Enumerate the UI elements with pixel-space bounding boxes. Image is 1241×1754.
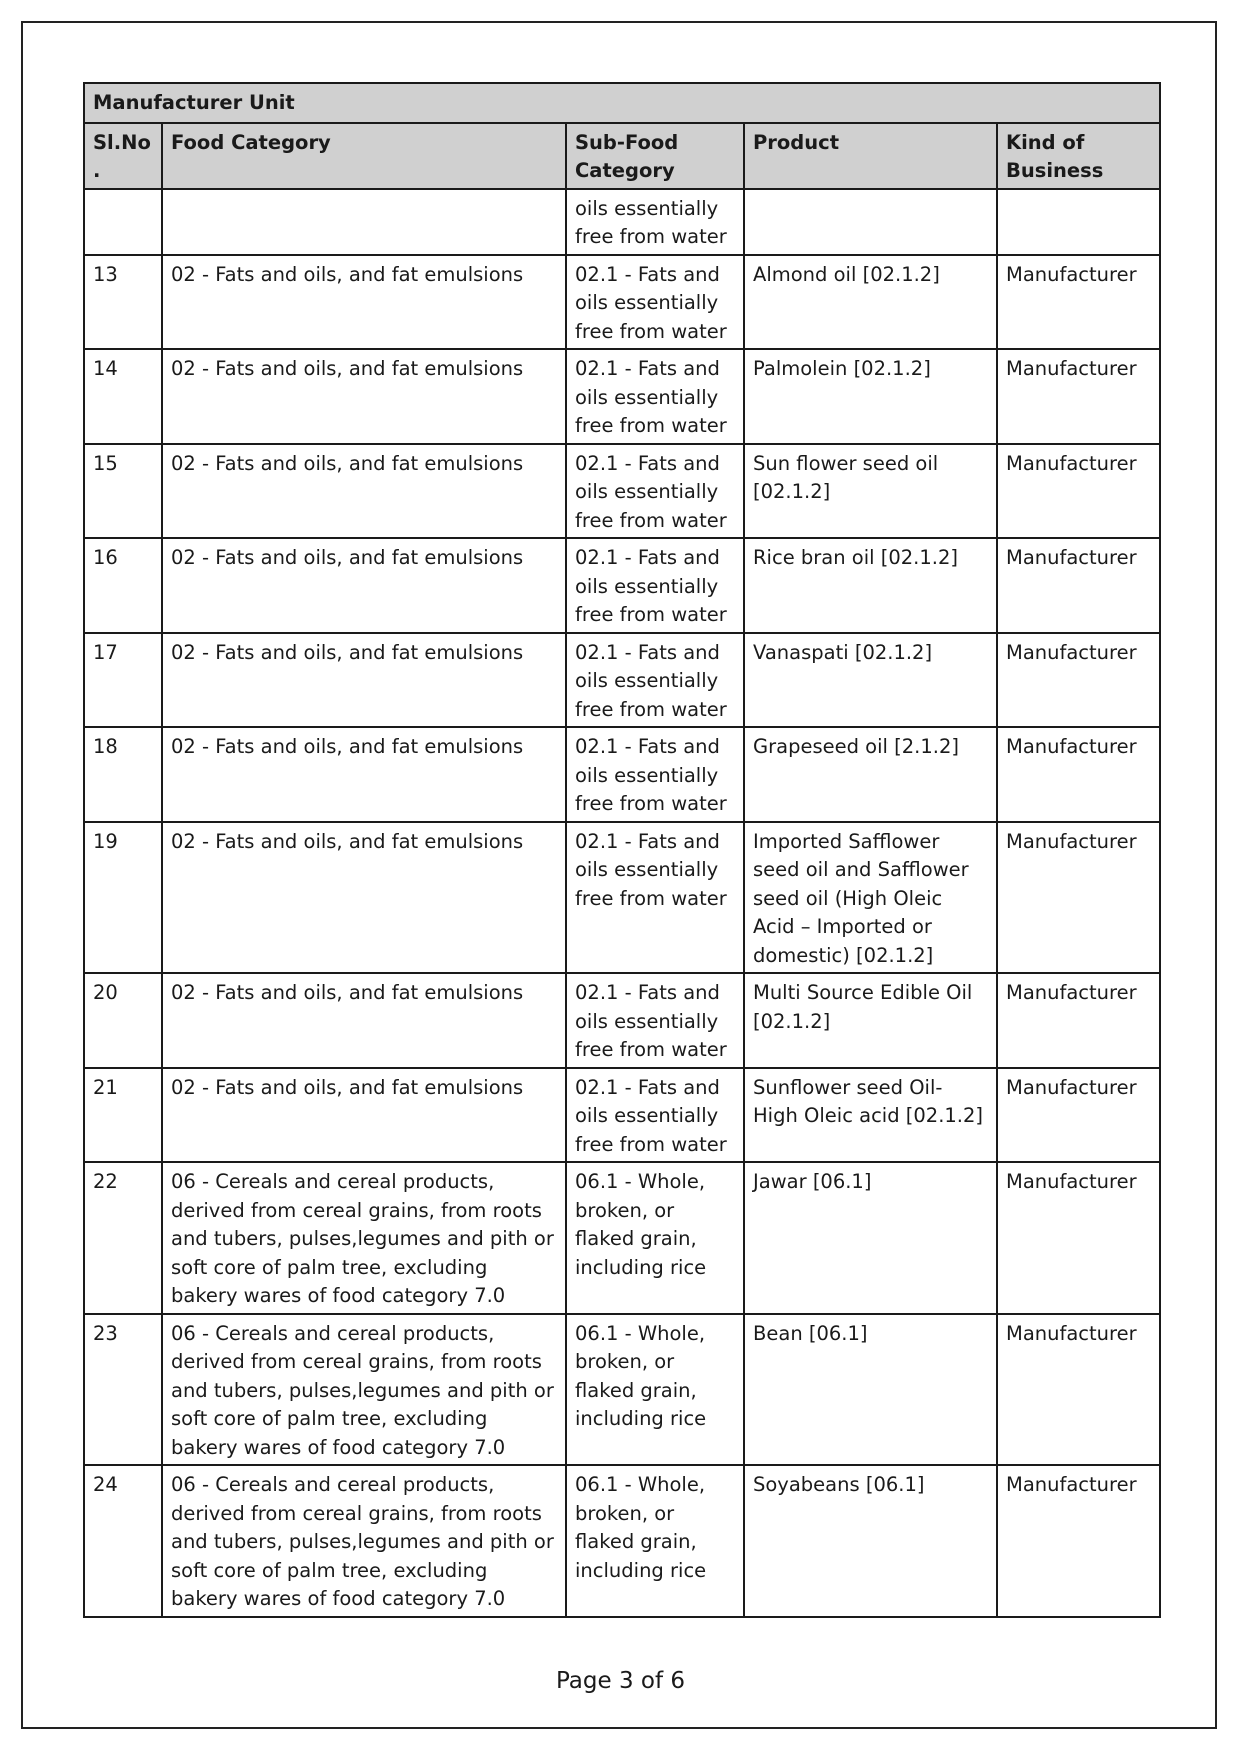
cell-food-category: 02 - Fats and oils, and fat emulsions	[162, 633, 566, 728]
cell-food-category	[162, 189, 566, 255]
cell-food-category: 06 - Cereals and cereal products, derived from cereal grains, from roots and tubers, pulses,legumes and pith or soft core of palm tree, excluding bakery wares of food category 7.0	[162, 1314, 566, 1466]
cell-product: Almond oil [02.1.2]	[744, 255, 997, 350]
cell-kind-of-business: Manufacturer	[997, 444, 1160, 539]
cell-food-category: 06 - Cereals and cereal products, derived from cereal grains, from roots and tubers, pulses,legumes and pith or soft core of palm tree, excluding bakery wares of food category 7.0	[162, 1465, 566, 1617]
cell-kind-of-business: Manufacturer	[997, 822, 1160, 974]
cell-sl-no: 13	[84, 255, 162, 350]
table-row	[84, 727, 1160, 822]
cell-product: Jawar [06.1]	[744, 1162, 997, 1314]
cell-sl-no: 24	[84, 1465, 162, 1617]
cell-kind-of-business: Manufacturer	[997, 538, 1160, 633]
cell-sub-food-category: 02.1 - Fats and oils essentially free from water	[566, 538, 744, 633]
cell-product: Vanaspati [02.1.2]	[744, 633, 997, 728]
table-row	[84, 973, 1160, 1068]
table-row	[84, 255, 1160, 350]
cell-sl-no: 23	[84, 1314, 162, 1466]
cell-food-category: 02 - Fats and oils, and fat emulsions	[162, 727, 566, 822]
cell-sl-no: 22	[84, 1162, 162, 1314]
table-row	[84, 538, 1160, 633]
table-row	[84, 1314, 1160, 1466]
cell-sub-food-category: 02.1 - Fats and oils essentially free from water	[566, 633, 744, 728]
cell-food-category: 02 - Fats and oils, and fat emulsions	[162, 255, 566, 350]
cell-food-category: 02 - Fats and oils, and fat emulsions	[162, 538, 566, 633]
cell-sub-food-category: 06.1 - Whole, broken, or flaked grain, including rice	[566, 1162, 744, 1314]
header-food-category: Food Category	[162, 123, 566, 189]
table-row	[84, 633, 1160, 728]
page-number: Page 3 of 6	[555, 1668, 686, 1694]
cell-kind-of-business	[997, 189, 1160, 255]
table-row	[84, 1162, 1160, 1314]
cell-sub-food-category: 02.1 - Fats and oils essentially free from water	[566, 1068, 744, 1163]
cell-product: Sunflower seed Oil- High Oleic acid [02.1.2]	[744, 1068, 997, 1163]
cell-kind-of-business: Manufacturer	[997, 1314, 1160, 1466]
cell-kind-of-business: Manufacturer	[997, 973, 1160, 1068]
cell-sub-food-category: 02.1 - Fats and oils essentially free from water	[566, 973, 744, 1068]
table-row	[84, 1465, 1160, 1617]
cell-product: Soyabeans [06.1]	[744, 1465, 997, 1617]
header-sub-food-category: Sub-Food Category	[566, 123, 744, 189]
cell-product: Sun flower seed oil [02.1.2]	[744, 444, 997, 539]
cell-product: Multi Source Edible Oil [02.1.2]	[744, 973, 997, 1068]
cell-sl-no: 16	[84, 538, 162, 633]
header-kind-of-business: Kind of Business	[997, 123, 1160, 189]
cell-food-category: 02 - Fats and oils, and fat emulsions	[162, 822, 566, 974]
cell-sub-food-category: 02.1 - Fats and oils essentially free from water	[566, 822, 744, 974]
cell-product	[744, 189, 997, 255]
manufacturer-unit-table	[83, 82, 1161, 1618]
cell-food-category: 02 - Fats and oils, and fat emulsions	[162, 349, 566, 444]
cell-sl-no: 19	[84, 822, 162, 974]
cell-sub-food-category: 02.1 - Fats and oils essentially free from water	[566, 255, 744, 350]
cell-kind-of-business: Manufacturer	[997, 1068, 1160, 1163]
cell-product: Rice bran oil [02.1.2]	[744, 538, 997, 633]
table-row	[84, 189, 1160, 255]
cell-food-category: 02 - Fats and oils, and fat emulsions	[162, 973, 566, 1068]
cell-sub-food-category: 06.1 - Whole, broken, or flaked grain, including rice	[566, 1465, 744, 1617]
cell-product: Imported Safflower seed oil and Safflower seed oil (High Oleic Acid – Imported or domestic) [02.1.2]	[744, 822, 997, 974]
cell-food-category: 02 - Fats and oils, and fat emulsions	[162, 444, 566, 539]
cell-sl-no: 14	[84, 349, 162, 444]
cell-food-category: 06 - Cereals and cereal products, derived from cereal grains, from roots and tubers, pulses,legumes and pith or soft core of palm tree, excluding bakery wares of food category 7.0	[162, 1162, 566, 1314]
cell-sl-no: 21	[84, 1068, 162, 1163]
cell-kind-of-business: Manufacturer	[997, 349, 1160, 444]
table-row	[84, 822, 1160, 974]
cell-product: Palmolein [02.1.2]	[744, 349, 997, 444]
table-title: Manufacturer Unit	[84, 83, 1160, 123]
cell-sub-food-category: 06.1 - Whole, broken, or flaked grain, including rice	[566, 1314, 744, 1466]
cell-food-category: 02 - Fats and oils, and fat emulsions	[162, 1068, 566, 1163]
table-row	[84, 444, 1160, 539]
cell-kind-of-business: Manufacturer	[997, 1162, 1160, 1314]
cell-kind-of-business: Manufacturer	[997, 255, 1160, 350]
cell-sl-no: 15	[84, 444, 162, 539]
header-product: Product	[744, 123, 997, 189]
cell-sub-food-category: 02.1 - Fats and oils essentially free from water	[566, 349, 744, 444]
cell-sl-no: 17	[84, 633, 162, 728]
cell-sub-food-category: 02.1 - Fats and oils essentially free from water	[566, 444, 744, 539]
cell-sub-food-category: 02.1 - Fats and oils essentially free from water	[566, 727, 744, 822]
table-row	[84, 1068, 1160, 1163]
cell-product: Bean [06.1]	[744, 1314, 997, 1466]
cell-sub-food-category: oils essentially free from water	[566, 189, 744, 255]
header-sl-no: Sl.No.	[84, 123, 162, 189]
cell-sl-no	[84, 189, 162, 255]
cell-product: Grapeseed oil [2.1.2]	[744, 727, 997, 822]
cell-sl-no: 18	[84, 727, 162, 822]
cell-kind-of-business: Manufacturer	[997, 727, 1160, 822]
cell-kind-of-business: Manufacturer	[997, 633, 1160, 728]
table-title-row	[84, 83, 1160, 123]
table-header-row	[84, 123, 1160, 189]
cell-kind-of-business: Manufacturer	[997, 1465, 1160, 1617]
table-row	[84, 349, 1160, 444]
cell-sl-no: 20	[84, 973, 162, 1068]
